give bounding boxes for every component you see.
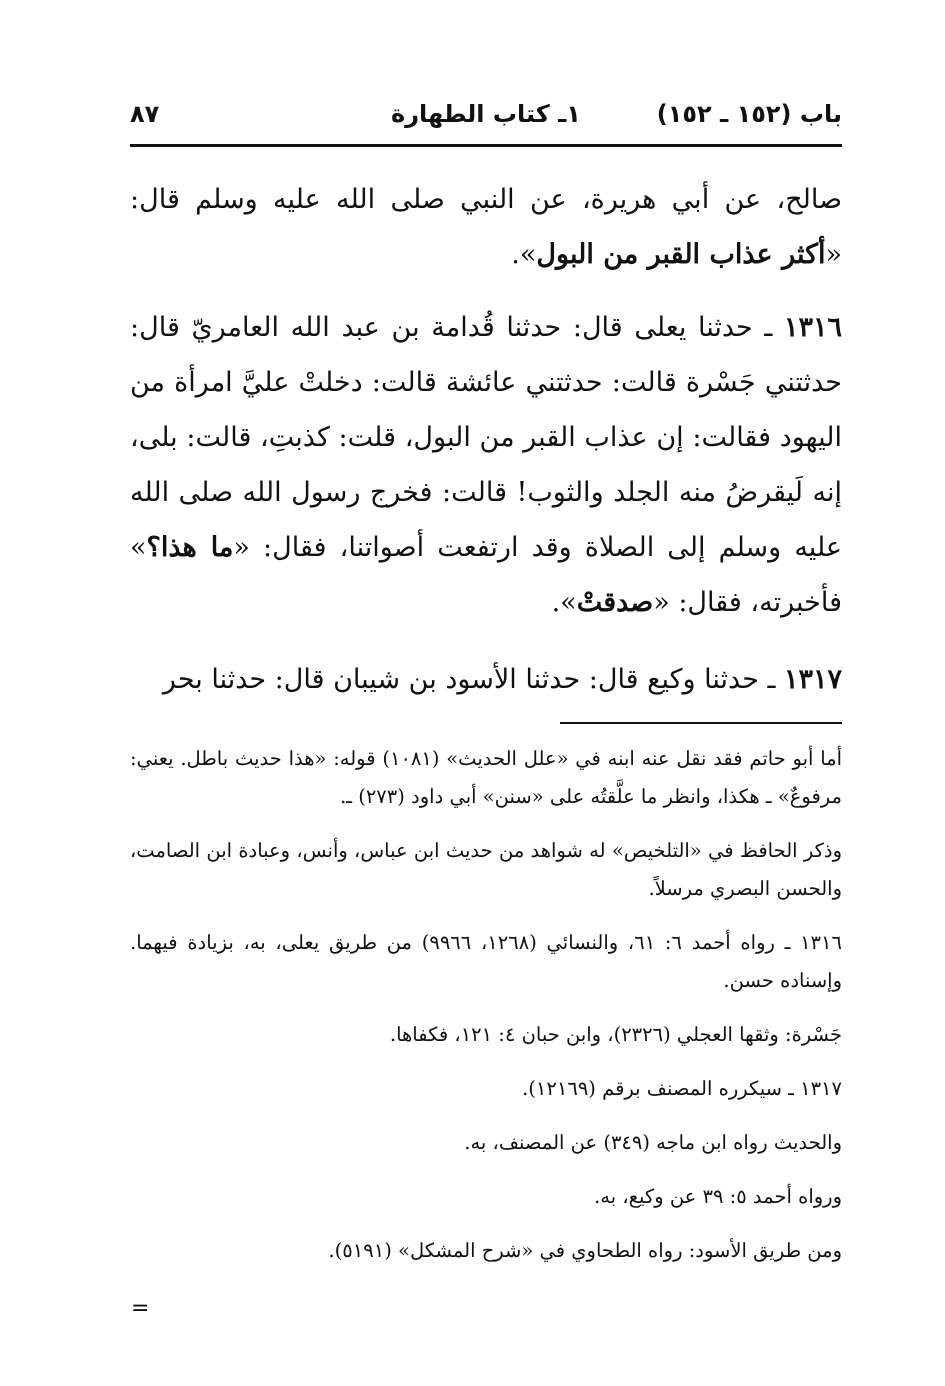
footnote: ١٣١٦ ـ رواه أحمد ٦: ٦١، والنسائي (١٢٦٨، ٩٩٦٦) من طريق يعلى، به، بزيادة فيهما. وإسناده حسن. xyxy=(130,931,842,992)
footnote: جَسْرة: وثقها العجلي (٢٣٢٦)، وابن حبان ٤: ١٢١، فكفاها. xyxy=(389,1023,842,1046)
hadith-number: ١٣١٦ xyxy=(783,312,842,343)
page-header xyxy=(130,96,842,140)
header-rule xyxy=(130,144,842,147)
text-run: صالح، عن أبي هريرة، عن النبي صلى الله عليه وسلم قال: « xyxy=(130,184,842,270)
text-run: ». xyxy=(551,587,577,618)
text-run: ـ حدثنا يعلى قال: حدثنا قُدامة بن عبد الله العامريّ قال: حدثتني جَسْرة قالت: حدثتني عائشة قالت: دخلتْ عليَّ امرأة من اليهود فقالت: إن عذاب القبر من البول، قلت: كذبتِ، قالت: بلى، إنه لَيقرضُ منه الجلد والثوب! قالت: فخرج رسول الله صلى الله عليه وسلم إلى الصلاة وقد ارتفعت أصواتنا، فقال: « xyxy=(130,312,842,563)
text-run: ». xyxy=(511,239,537,270)
hadith-1317 xyxy=(130,652,842,707)
main-text xyxy=(130,172,842,729)
hadith-1316 xyxy=(130,300,842,630)
footnote: ١٣١٧ ـ سيكرره المصنف برقم (١٢١٦٩). xyxy=(522,1077,842,1100)
paragraph-continuation xyxy=(130,172,842,282)
page-number: ٨٧ xyxy=(130,100,160,128)
text-run: ـ حدثنا وكيع قال: حدثنا الأسود بن شيبان قال: حدثنا بحر xyxy=(162,664,784,695)
hadith-number: ١٣١٧ xyxy=(783,664,842,695)
footnote: أما أبو حاتم فقد نقل عنه ابنه في «علل الحديث» (١٠٨١) قوله: «هذا حديث باطل. يعني: مرفوعٌ» ـ هكذا، وانظر ما علَّقتُه على «سنن» أبي داود (٢٧٣) ـ. xyxy=(130,747,843,808)
footnote-separator xyxy=(560,722,842,724)
book-title: ١ـ كتاب الطهارة xyxy=(391,100,581,128)
footnotes xyxy=(130,740,842,1286)
chapter-heading: باب (١٥٢ ـ ١٥٢) xyxy=(656,100,842,128)
hadith-quote: أكثر عذاب القبر من البول xyxy=(536,239,826,270)
hadith-quote: صدقتْ xyxy=(576,587,654,618)
continuation-mark: = xyxy=(131,1296,150,1321)
text-run: » فأخبرته، فقال: « xyxy=(130,532,842,618)
footnote: وذكر الحافظ في «التلخيص» له شواهد من حديث ابن عباس، وأنس، وعبادة ابن الصامت، والحسن البصري مرسلاً. xyxy=(130,839,842,900)
hadith-quote: ما هذا؟ xyxy=(146,532,234,563)
footnote: ورواه أحمد ٥: ٣٩ عن وكيع، به. xyxy=(594,1185,842,1208)
footnote: ومن طريق الأسود: رواه الطحاوي في «شرح المشكل» (٥١٩١). xyxy=(328,1239,842,1262)
footnote: والحديث رواه ابن ماجه (٣٤٩) عن المصنف، به. xyxy=(464,1131,842,1154)
